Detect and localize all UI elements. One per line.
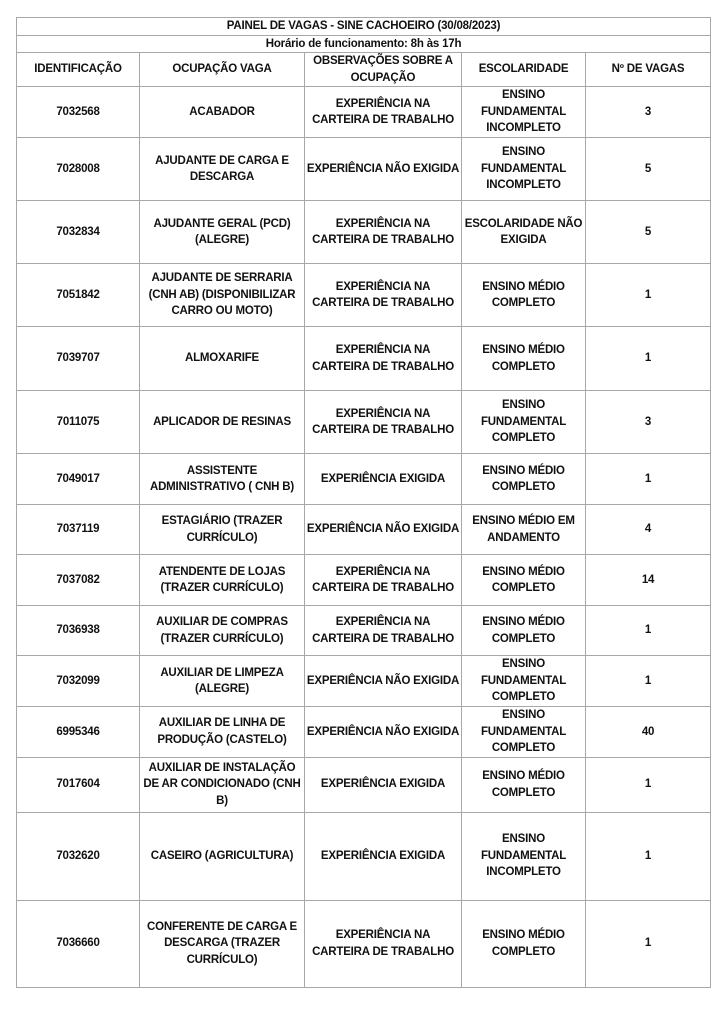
vacancy-count-cell: 1 — [586, 757, 711, 812]
education-cell: ENSINO MÉDIO COMPLETO — [462, 327, 586, 391]
notes-cell: EXPERIÊNCIA NÃO EXIGIDA — [305, 138, 462, 201]
occupation-cell: AUXILIAR DE LINHA DE PRODUÇÃO (CASTELO) — [140, 707, 305, 758]
job-id-cell: 7036660 — [17, 900, 140, 987]
occupation-cell: ESTAGIÁRIO (TRAZER CURRÍCULO) — [140, 505, 305, 555]
occupation-cell: AUXILIAR DE COMPRAS (TRAZER CURRÍCULO) — [140, 606, 305, 656]
table-row — [17, 656, 711, 707]
column-header-vacancies: Nº DE VAGAS — [586, 53, 711, 87]
occupation-cell: AUXILIAR DE INSTALAÇÃO DE AR CONDICIONADO (CNH B) — [140, 757, 305, 812]
notes-cell: EXPERIÊNCIA NA CARTEIRA DE TRABALHO — [305, 391, 462, 454]
job-id-cell: 7032620 — [17, 812, 140, 900]
notes-cell: EXPERIÊNCIA NA CARTEIRA DE TRABALHO — [305, 201, 462, 264]
job-id-cell: 7032568 — [17, 87, 140, 138]
notes-cell: EXPERIÊNCIA NA CARTEIRA DE TRABALHO — [305, 555, 462, 606]
table-row — [17, 201, 711, 264]
education-cell: ENSINO MÉDIO COMPLETO — [462, 264, 586, 327]
job-id-cell: 7028008 — [17, 138, 140, 201]
vacancy-count-cell: 5 — [586, 138, 711, 201]
table-row — [17, 812, 711, 900]
education-cell: ENSINO MÉDIO COMPLETO — [462, 606, 586, 656]
notes-cell: EXPERIÊNCIA NA CARTEIRA DE TRABALHO — [305, 327, 462, 391]
notes-cell: EXPERIÊNCIA EXIGIDA — [305, 812, 462, 900]
vacancy-count-cell: 3 — [586, 391, 711, 454]
vacancy-count-cell: 1 — [586, 454, 711, 505]
notes-cell: EXPERIÊNCIA EXIGIDA — [305, 454, 462, 505]
job-id-cell: 7017604 — [17, 757, 140, 812]
occupation-cell: CONFERENTE DE CARGA E DESCARGA (TRAZER CURRÍCULO) — [140, 900, 305, 987]
title-row — [17, 18, 711, 36]
vacancy-count-cell: 40 — [586, 707, 711, 758]
hours-row — [17, 35, 711, 53]
column-header-education: ESCOLARIDADE — [462, 53, 586, 87]
vacancy-count-cell: 1 — [586, 264, 711, 327]
education-cell: ENSINO MÉDIO COMPLETO — [462, 757, 586, 812]
occupation-cell: AJUDANTE GERAL (PCD) (ALEGRE) — [140, 201, 305, 264]
table-row — [17, 391, 711, 454]
opening-hours: Horário de funcionamento: 8h às 17h — [17, 35, 711, 53]
education-cell: ENSINO FUNDAMENTAL COMPLETO — [462, 391, 586, 454]
vacancy-count-cell: 5 — [586, 201, 711, 264]
column-header-id: IDENTIFICAÇÃO — [17, 53, 140, 87]
job-id-cell: 7037082 — [17, 555, 140, 606]
table-row — [17, 757, 711, 812]
vacancy-count-cell: 1 — [586, 812, 711, 900]
job-id-cell: 7032099 — [17, 656, 140, 707]
education-cell: ENSINO FUNDAMENTAL INCOMPLETO — [462, 87, 586, 138]
vacancy-count-cell: 14 — [586, 555, 711, 606]
table-row — [17, 606, 711, 656]
notes-cell: EXPERIÊNCIA NA CARTEIRA DE TRABALHO — [305, 264, 462, 327]
column-header-notes: OBSERVAÇÕES SOBRE A OCUPAÇÃO — [305, 53, 462, 87]
vacancy-count-cell: 1 — [586, 606, 711, 656]
table-row — [17, 264, 711, 327]
vacancies-table — [16, 17, 711, 988]
table-row — [17, 327, 711, 391]
occupation-cell: ACABADOR — [140, 87, 305, 138]
occupation-cell: ALMOXARIFE — [140, 327, 305, 391]
occupation-cell: APLICADOR DE RESINAS — [140, 391, 305, 454]
notes-cell: EXPERIÊNCIA NÃO EXIGIDA — [305, 707, 462, 758]
table-row — [17, 555, 711, 606]
education-cell: ENSINO FUNDAMENTAL COMPLETO — [462, 707, 586, 758]
occupation-cell: AUXILIAR DE LIMPEZA (ALEGRE) — [140, 656, 305, 707]
education-cell: ENSINO FUNDAMENTAL INCOMPLETO — [462, 812, 586, 900]
education-cell: ENSINO MÉDIO COMPLETO — [462, 454, 586, 505]
table-row — [17, 138, 711, 201]
occupation-cell: AJUDANTE DE SERRARIA (CNH AB) (DISPONIBILIZAR CARRO OU MOTO) — [140, 264, 305, 327]
job-id-cell: 6995346 — [17, 707, 140, 758]
education-cell: ESCOLARIDADE NÃO EXIGIDA — [462, 201, 586, 264]
notes-cell: EXPERIÊNCIA NA CARTEIRA DE TRABALHO — [305, 900, 462, 987]
occupation-cell: AJUDANTE DE CARGA E DESCARGA — [140, 138, 305, 201]
education-cell: ENSINO MÉDIO COMPLETO — [462, 555, 586, 606]
vacancy-count-cell: 1 — [586, 327, 711, 391]
job-id-cell: 7039707 — [17, 327, 140, 391]
table-row — [17, 900, 711, 987]
job-id-cell: 7049017 — [17, 454, 140, 505]
education-cell: ENSINO MÉDIO COMPLETO — [462, 900, 586, 987]
job-id-cell: 7032834 — [17, 201, 140, 264]
vacancy-count-cell: 3 — [586, 87, 711, 138]
notes-cell: EXPERIÊNCIA NA CARTEIRA DE TRABALHO — [305, 87, 462, 138]
occupation-cell: ASSISTENTE ADMINISTRATIVO ( CNH B) — [140, 454, 305, 505]
notes-cell: EXPERIÊNCIA NA CARTEIRA DE TRABALHO — [305, 606, 462, 656]
job-id-cell: 7036938 — [17, 606, 140, 656]
header-row — [17, 53, 711, 87]
occupation-cell: CASEIRO (AGRICULTURA) — [140, 812, 305, 900]
table-row — [17, 707, 711, 758]
job-id-cell: 7051842 — [17, 264, 140, 327]
education-cell: ENSINO FUNDAMENTAL COMPLETO — [462, 656, 586, 707]
notes-cell: EXPERIÊNCIA EXIGIDA — [305, 757, 462, 812]
panel-title: PAINEL DE VAGAS - SINE CACHOEIRO (30/08/2023) — [17, 18, 711, 36]
table-row — [17, 505, 711, 555]
vacancy-count-cell: 4 — [586, 505, 711, 555]
job-id-cell: 7011075 — [17, 391, 140, 454]
column-header-occupation: OCUPAÇÃO VAGA — [140, 53, 305, 87]
notes-cell: EXPERIÊNCIA NÃO EXIGIDA — [305, 505, 462, 555]
occupation-cell: ATENDENTE DE LOJAS (TRAZER CURRÍCULO) — [140, 555, 305, 606]
vacancy-count-cell: 1 — [586, 900, 711, 987]
table-row — [17, 87, 711, 138]
notes-cell: EXPERIÊNCIA NÃO EXIGIDA — [305, 656, 462, 707]
education-cell: ENSINO MÉDIO EM ANDAMENTO — [462, 505, 586, 555]
education-cell: ENSINO FUNDAMENTAL INCOMPLETO — [462, 138, 586, 201]
table-row — [17, 454, 711, 505]
vacancy-count-cell: 1 — [586, 656, 711, 707]
job-id-cell: 7037119 — [17, 505, 140, 555]
